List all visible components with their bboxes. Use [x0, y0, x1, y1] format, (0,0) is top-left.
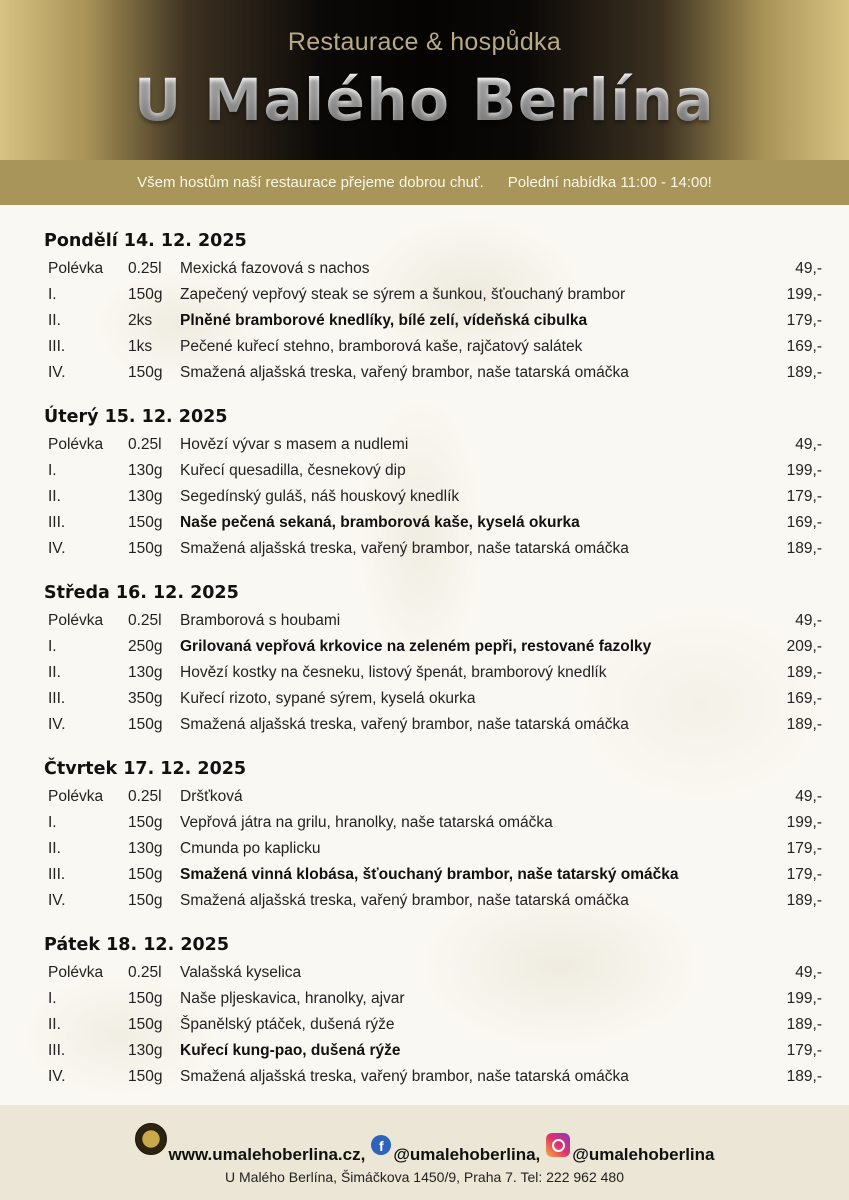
dish-name: Smažená aljašská treska, vařený brambor, naše tatarská omáčka [180, 716, 629, 733]
facebook-link[interactable] [371, 1135, 540, 1165]
course-label: IV. [48, 716, 66, 733]
price: 199,- [786, 814, 822, 831]
course-label: II. [48, 312, 61, 329]
instagram-icon [546, 1133, 570, 1157]
dish-name: Segedínský guláš, náš houskový knedlík [180, 488, 460, 505]
dish-name: Mexická fazovová s nachos [180, 260, 370, 277]
price: 169,- [786, 514, 822, 531]
course-label: III. [48, 1042, 66, 1059]
portion: 150g [128, 814, 163, 831]
instagram-handle[interactable]: @umalehoberlina [572, 1145, 715, 1164]
day-title: Středa 16. 12. 2025 [44, 583, 239, 603]
portion: 150g [128, 286, 163, 303]
price: 189,- [786, 1068, 822, 1085]
dish-name: Valašská kyselica [180, 964, 302, 981]
menu-row [0, 536, 849, 562]
day-title: Pondělí 14. 12. 2025 [44, 231, 247, 251]
portion: 350g [128, 690, 163, 707]
portion: 130g [128, 462, 163, 479]
dish-name: Španělský ptáček, dušená rýže [180, 1016, 395, 1033]
website-link[interactable] [135, 1123, 366, 1165]
price: 179,- [786, 866, 822, 883]
website-url[interactable]: www.umalehoberlina.cz, [168, 1145, 366, 1164]
day-title: Pátek 18. 12. 2025 [44, 935, 230, 955]
price: 209,- [786, 638, 822, 655]
price: 179,- [786, 488, 822, 505]
price: 49,- [795, 436, 822, 453]
course-label: II. [48, 1016, 61, 1033]
menu-row [0, 712, 849, 738]
course-label: II. [48, 840, 61, 857]
day-section [0, 226, 849, 402]
facebook-handle[interactable]: @umalehoberlina, [393, 1145, 541, 1164]
dish-name: Plněné bramborové knedlíky, bílé zelí, vídeňská cibulka [180, 312, 588, 329]
dish-name: Kuřecí quesadilla, česnekový dip [180, 462, 406, 479]
portion: 250g [128, 638, 163, 655]
menu-row [0, 1064, 849, 1090]
menu-row [0, 1012, 849, 1038]
day-title: Čtvrtek 17. 12. 2025 [44, 759, 247, 779]
portion: 130g [128, 1042, 163, 1059]
dish-name: Pečené kuřecí stehno, bramborová kaše, rajčatový salátek [180, 338, 583, 355]
restaurant-subtitle: Restaurace & hospůdka [287, 28, 562, 56]
price: 189,- [786, 1016, 822, 1033]
address: U Malého Berlína, Šimáčkova 1450/9, Praha 7. Tel: 222 962 480 [225, 1169, 624, 1185]
greeting-text: Všem hostům naší restaurace přejeme dobrou chuť. [137, 174, 484, 191]
menu-row [0, 810, 849, 836]
course-label: III. [48, 690, 66, 707]
portion: 0.25l [128, 260, 162, 277]
course-label: Polévka [48, 964, 104, 981]
course-label: I. [48, 990, 57, 1007]
price: 179,- [786, 1042, 822, 1059]
dish-name: Bramborová s houbami [180, 612, 341, 629]
menu-row [0, 308, 849, 334]
dish-name: Naše pljeskavica, hranolky, ajvar [180, 990, 405, 1007]
course-label: Polévka [48, 260, 104, 277]
portion: 0.25l [128, 788, 162, 805]
course-label: III. [48, 514, 66, 531]
dish-name: Dršťková [180, 788, 243, 805]
menu-row [0, 432, 849, 458]
dish-name: Smažená aljašská treska, vařený brambor, naše tatarská omáčka [180, 364, 629, 381]
menu-row [0, 634, 849, 660]
portion: 150g [128, 540, 163, 557]
course-label: III. [48, 866, 66, 883]
portion: 2ks [128, 312, 153, 329]
course-label: I. [48, 638, 57, 655]
dish-name: Grilovaná vepřová krkovice na zeleném pepři, restované fazolky [180, 638, 652, 655]
course-label: I. [48, 814, 57, 831]
menu-row [0, 256, 849, 282]
price: 179,- [786, 840, 822, 857]
dish-name: Cmunda po kaplicku [180, 840, 321, 857]
course-label: Polévka [48, 612, 104, 629]
greeting-banner [0, 160, 849, 205]
course-label: Polévka [48, 788, 104, 805]
price: 49,- [795, 260, 822, 277]
dish-name: Smažená aljašská treska, vařený brambor, naše tatarská omáčka [180, 540, 629, 557]
menu-row [0, 334, 849, 360]
course-label: I. [48, 286, 57, 303]
course-label: IV. [48, 892, 66, 909]
menu-row [0, 282, 849, 308]
lunch-hours: Polední nabídka 11:00 - 14:00! [507, 174, 712, 191]
portion: 150g [128, 892, 163, 909]
menu-row [0, 784, 849, 810]
restaurant-logo-icon [135, 1123, 167, 1155]
day-section [0, 578, 849, 754]
portion: 150g [128, 514, 163, 531]
course-label: IV. [48, 540, 66, 557]
dish-name: Smažená vinná klobása, šťouchaný brambor, naše tatarský omáčka [180, 866, 679, 883]
dish-name: Hovězí vývar s masem a nudlemi [180, 436, 409, 453]
header [0, 0, 849, 160]
menu-row [0, 836, 849, 862]
dish-name: Kuřecí kung-pao, dušená rýže [180, 1042, 401, 1059]
course-label: III. [48, 338, 66, 355]
price: 49,- [795, 964, 822, 981]
day-title: Úterý 15. 12. 2025 [44, 407, 228, 427]
dish-name: Smažená aljašská treska, vařený brambor, naše tatarská omáčka [180, 1068, 629, 1085]
price: 189,- [786, 664, 822, 681]
menu-row [0, 862, 849, 888]
portion: 0.25l [128, 964, 162, 981]
footer [0, 1105, 849, 1200]
menu-row [0, 510, 849, 536]
price: 189,- [786, 364, 822, 381]
portion: 130g [128, 840, 163, 857]
portion: 130g [128, 488, 163, 505]
course-label: IV. [48, 364, 66, 381]
course-label: IV. [48, 1068, 66, 1085]
course-label: I. [48, 462, 57, 479]
price: 189,- [786, 540, 822, 557]
price: 49,- [795, 788, 822, 805]
menu-row [0, 660, 849, 686]
restaurant-title: U Malého Berlína [0, 66, 849, 134]
social-links [0, 1123, 849, 1165]
portion: 150g [128, 364, 163, 381]
portion: 130g [128, 664, 163, 681]
price: 49,- [795, 612, 822, 629]
price: 189,- [786, 892, 822, 909]
portion: 0.25l [128, 436, 162, 453]
portion: 150g [128, 990, 163, 1007]
menu-row [0, 360, 849, 386]
dish-name: Hovězí kostky na česneku, listový špenát, bramborový knedlík [180, 664, 607, 681]
course-label: II. [48, 664, 61, 681]
menu-row [0, 1038, 849, 1064]
day-section [0, 754, 849, 930]
price: 169,- [786, 690, 822, 707]
menu-row [0, 888, 849, 914]
menu-row [0, 458, 849, 484]
course-label: Polévka [48, 436, 104, 453]
menu-row [0, 608, 849, 634]
price: 169,- [786, 338, 822, 355]
menu-row [0, 686, 849, 712]
dish-name: Vepřová játra na grilu, hranolky, naše tatarská omáčka [180, 814, 553, 831]
menu-row [0, 960, 849, 986]
facebook-icon: f [371, 1135, 391, 1155]
portion: 150g [128, 866, 163, 883]
price: 179,- [786, 312, 822, 329]
price: 189,- [786, 716, 822, 733]
day-section [0, 930, 849, 1106]
portion: 0.25l [128, 612, 162, 629]
dish-name: Kuřecí rizoto, sypané sýrem, kyselá okurka [180, 690, 476, 707]
price: 199,- [786, 462, 822, 479]
dish-name: Zapečený vepřový steak se sýrem a šunkou, šťouchaný brambor [180, 286, 626, 303]
day-section [0, 402, 849, 578]
portion: 150g [128, 1068, 163, 1085]
dish-name: Naše pečená sekaná, bramborová kaše, kyselá okurka [180, 514, 580, 531]
menu-row [0, 986, 849, 1012]
course-label: II. [48, 488, 61, 505]
price: 199,- [786, 990, 822, 1007]
daily-menu [0, 226, 849, 1106]
portion: 150g [128, 1016, 163, 1033]
portion: 150g [128, 716, 163, 733]
menu-row [0, 484, 849, 510]
price: 199,- [786, 286, 822, 303]
portion: 1ks [128, 338, 153, 355]
instagram-link[interactable] [546, 1133, 714, 1165]
dish-name: Smažená aljašská treska, vařený brambor, naše tatarská omáčka [180, 892, 629, 909]
